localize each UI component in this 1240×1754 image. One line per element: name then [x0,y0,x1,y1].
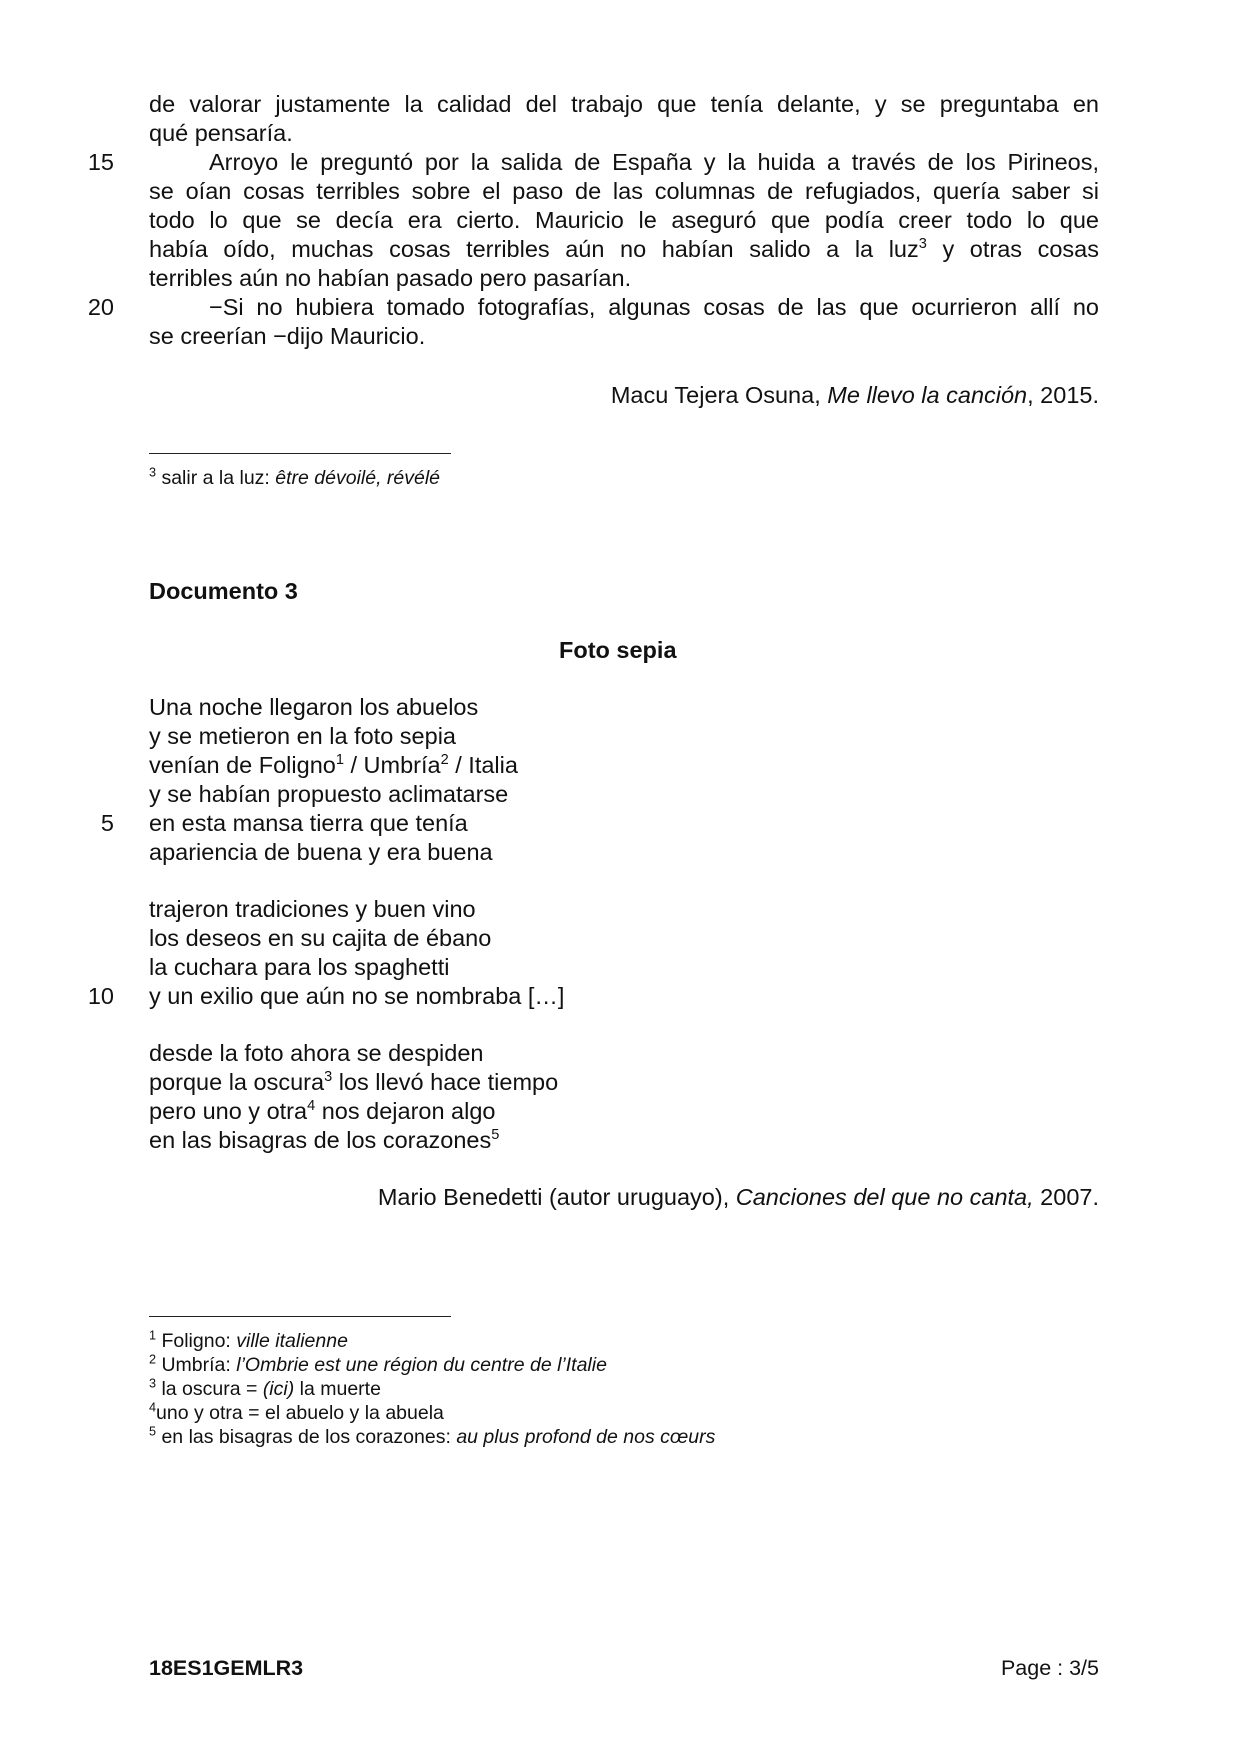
poem-line: en esta mansa tierra que tenía [149,810,468,836]
poem-segment: porque la oscura [149,1069,325,1095]
citation-work: Canciones del que no canta, [735,1184,1034,1210]
line-number: 10 [87,983,114,1009]
footnote-number: 2 [149,1352,157,1367]
citation-year: 2007. [1033,1184,1099,1210]
text-line: −Si no hubiera tomado fotografías, algunas cosas de las que ocurrieron allí no [209,294,1099,320]
poem-line [149,1097,496,1126]
footnote-divider [149,453,451,454]
footnote-number: 1 [149,1328,157,1343]
poem-segment: nos dejaron algo [315,1098,496,1124]
section-heading: Documento 3 [149,578,298,604]
footnote [149,1401,444,1425]
poem-line [149,1126,499,1155]
citation-separator: , [814,382,828,408]
poem-line [149,751,518,780]
footnote [149,1353,607,1377]
poem-segment: en las bisagras de los corazones [149,1127,492,1153]
footnote-gloss: être dévoilé, révélé [275,467,441,489]
text-line: se oían cosas terribles sobre el paso de las columnas de refugiados, quería saber si [149,178,1099,204]
footnote-number: 3 [149,465,157,480]
footnote [149,1329,348,1353]
footnote [149,466,440,490]
citation-doc2 [611,381,1099,410]
poem-line: la cuchara para los spaghetti [149,954,450,980]
text-segment: había oído, muchas cosas terribles aún no habían salido a la luz [149,236,919,262]
footnote-term: Umbría: [156,1354,237,1376]
footnote [149,1425,715,1449]
citation-doc3 [378,1183,1099,1212]
footnote-divider [149,1316,451,1317]
footnote-term: en las bisagras de los corazones: [156,1426,457,1448]
poem-line: desde la foto ahora se despiden [149,1040,484,1066]
poem-title: Foto sepia [559,637,677,663]
text-line: se creerían −dijo Mauricio. [149,323,426,349]
poem-segment: pero uno y otra [149,1098,308,1124]
citation-work: Me llevo la canción [827,382,1028,408]
footnote-number: 3 [149,1376,157,1391]
text-line [149,235,1099,264]
citation-author: Mario Benedetti (autor uruguayo), [377,1184,736,1210]
text-line: todo lo que se decía era cierto. Mauricio le aseguró que podía creer todo lo que [149,207,1099,233]
poem-line: y se habían propuesto aclimatarse [149,781,509,807]
footnote-gloss: au plus profond de nos cœurs [456,1426,716,1448]
poem-segment: / Umbría [343,752,441,778]
citation-year: , 2015. [1027,382,1099,408]
footnote-after: la muerte [294,1378,381,1400]
footnote-gloss: ville italienne [236,1330,348,1352]
line-number: 15 [87,149,114,175]
poem-segment: venían de Foligno [149,752,336,778]
text-line: qué pensaría. [149,120,293,146]
citation-author: Macu Tejera Osuna [610,382,815,408]
poem-segment: los llevó hace tiempo [332,1069,559,1095]
footnote [149,1377,381,1401]
footnote-gloss: l’Ombrie est une région du centre de l’Italie [236,1354,607,1376]
line-number: 5 [100,810,114,836]
text-line: Arroyo le preguntó por la salida de España y la huida a través de los Pirineos, [209,149,1099,175]
page-number: Page : 3/5 [1000,1656,1099,1680]
poem-line [149,1068,558,1097]
footnote-ref: 2 [440,752,449,769]
footnote-term: Foligno: [156,1330,237,1352]
exam-code: 18ES1GEMLR3 [149,1656,304,1680]
footnote-ref: 3 [324,1069,333,1086]
footnote-ref: 4 [307,1098,316,1115]
footnote-term: uno y otra = el abuelo y la abuela [156,1402,444,1424]
line-number: 20 [87,294,114,320]
footnote-ref: 3 [918,236,927,253]
poem-segment: / Italia [448,752,518,778]
footnote-term: salir a la luz: [156,467,276,489]
footnote-number: 4 [149,1400,157,1415]
poem-line: apariencia de buena y era buena [149,839,493,865]
poem-line: y un exilio que aún no se nombraba […] [149,983,565,1009]
poem-line: los deseos en su cajita de ébano [149,925,492,951]
text-line: terribles aún no habían pasado pero pasarían. [149,265,632,291]
footnote-ref: 5 [491,1127,500,1144]
poem-line: trajeron tradiciones y buen vino [149,896,476,922]
footnote-gloss: (ici) [262,1378,295,1400]
text-segment: y otras cosas [926,236,1099,262]
footnote-number: 5 [149,1424,157,1439]
poem-line: Una noche llegaron los abuelos [149,694,479,720]
poem-line: y se metieron en la foto sepia [149,723,456,749]
footnote-ref: 1 [335,752,344,769]
footnote-term: la oscura = [156,1378,263,1400]
text-line: de valorar justamente la calidad del trabajo que tenía delante, y se preguntaba en [149,91,1099,117]
